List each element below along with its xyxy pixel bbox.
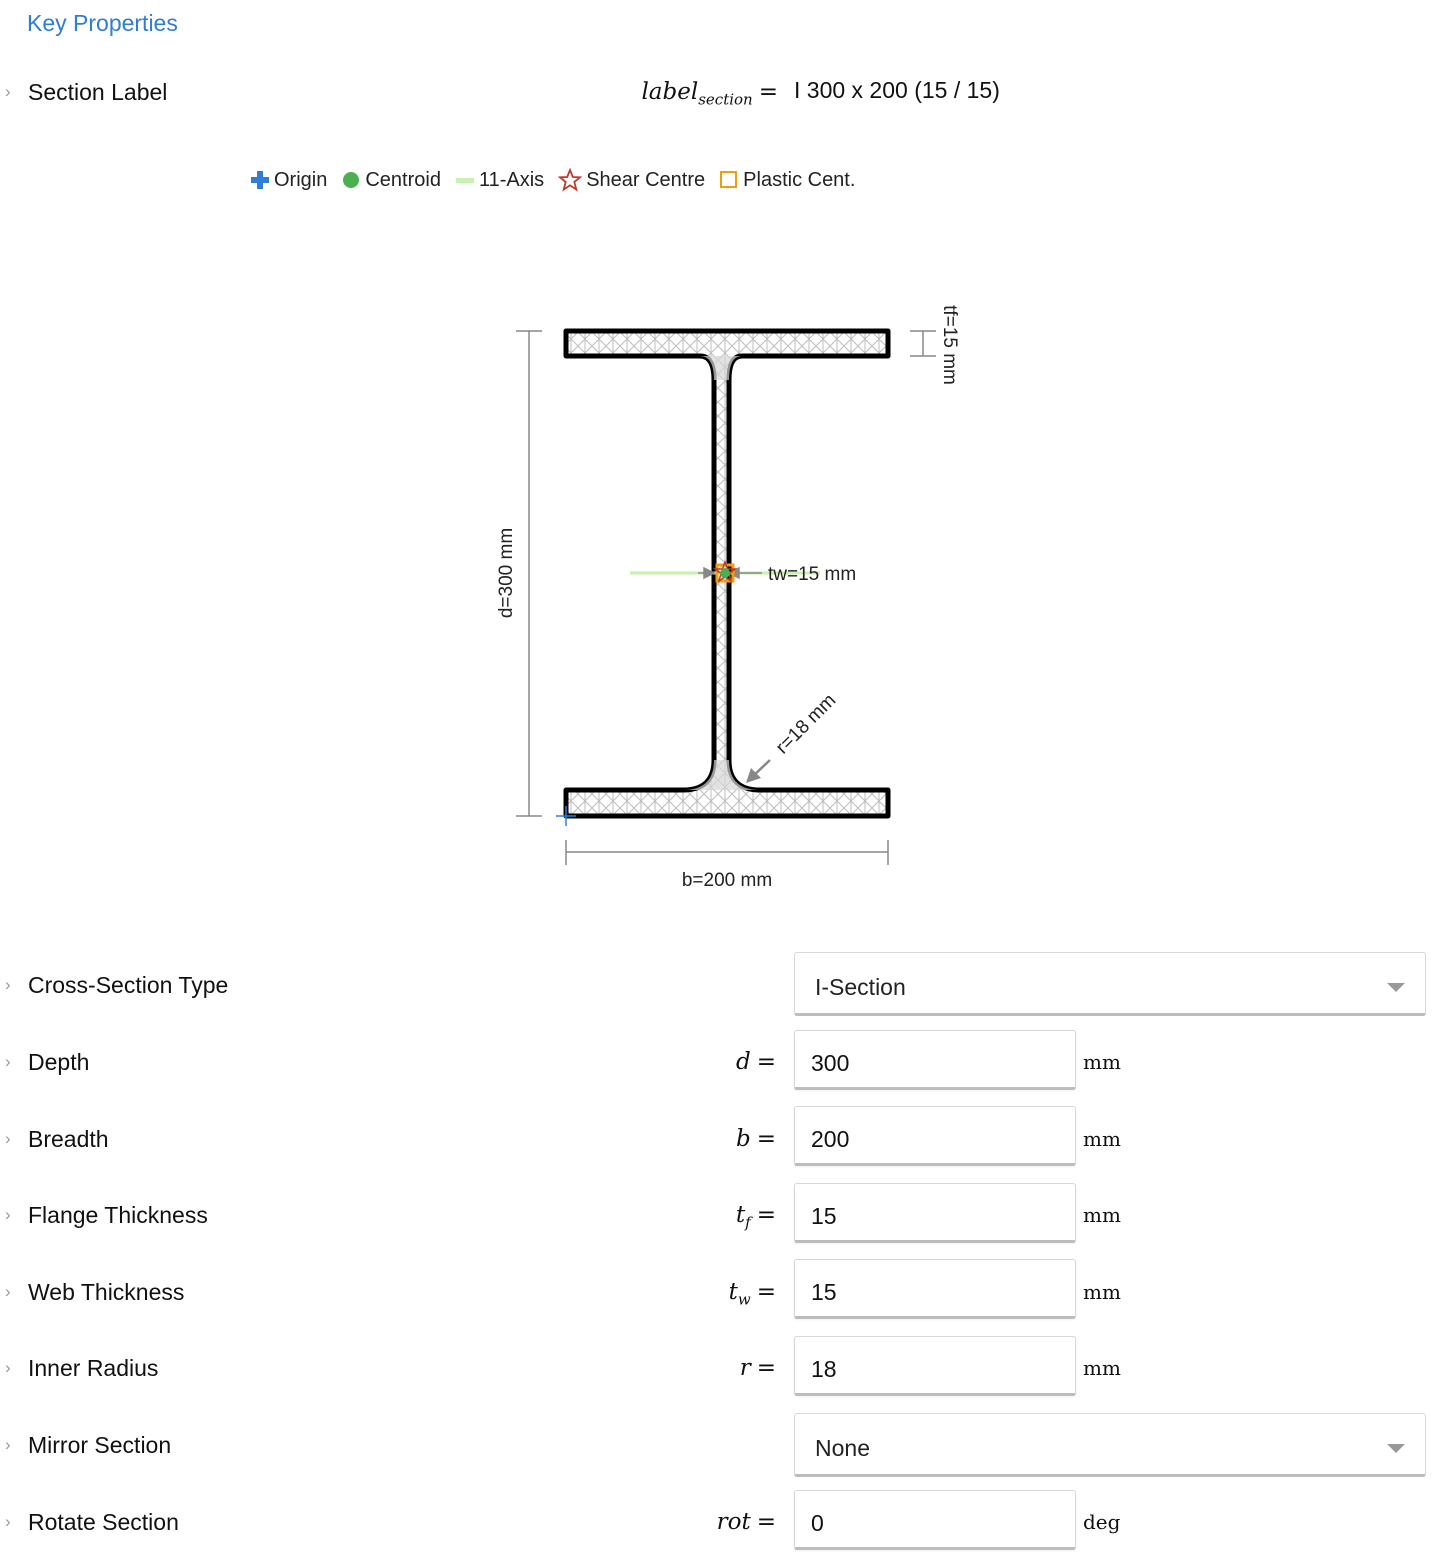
flange-thickness-label-text: Flange Thickness: [28, 1201, 208, 1228]
legend-plastic-centroid-label: Plastic Cent.: [743, 168, 856, 191]
breadth-row[interactable]: [0, 1124, 109, 1154]
flange-thickness-label: tf=15 mm: [939, 305, 960, 385]
breadth-label-text: Breadth: [28, 1125, 109, 1152]
mirror-section-row[interactable]: [0, 1430, 171, 1460]
web-thickness-symbol: $t_w$ =: [728, 1279, 776, 1309]
chevron-right-icon[interactable]: ›: [5, 975, 11, 994]
key-properties-heading[interactable]: Key Properties: [27, 10, 178, 36]
chevron-right-icon[interactable]: ›: [5, 1129, 11, 1148]
mirror-section-label-text: Mirror Section: [28, 1431, 172, 1458]
web-thickness-label-text: Web Thickness: [28, 1278, 185, 1305]
flange-thickness-row[interactable]: [0, 1200, 208, 1230]
chevron-right-icon[interactable]: ›: [5, 1512, 11, 1531]
chevron-right-icon[interactable]: ›: [5, 82, 11, 101]
diagram-legend: [250, 168, 869, 192]
web-thickness-row[interactable]: [0, 1277, 184, 1307]
rotate-section-unit: deg: [1083, 1510, 1121, 1534]
legend-shear-centre-label: Shear Centre: [586, 168, 706, 191]
rotate-section-label-text: Rotate Section: [28, 1508, 179, 1535]
depth-dimension: [516, 331, 542, 816]
mirror-section-value: None: [815, 1435, 870, 1461]
origin-icon: [250, 170, 270, 190]
legend-centroid-label: Centroid: [365, 168, 441, 191]
radius-label: r=18 mm: [771, 689, 841, 759]
i-section-diagram: [480, 290, 980, 900]
rotate-section-input[interactable]: 0: [794, 1490, 1076, 1550]
section-label-text: Section Label: [28, 78, 168, 105]
legend-origin[interactable]: [250, 169, 327, 192]
depth-label: d=300 mm: [496, 527, 517, 619]
rotate-section-row[interactable]: [0, 1507, 179, 1537]
section-label-value: I 300 x 200 (15 / 15): [794, 77, 1000, 103]
flange-dimension: [910, 331, 936, 356]
legend-axis-label: 11-Axis: [478, 168, 545, 191]
inner-radius-unit: mm: [1083, 1356, 1121, 1380]
flange-thickness-input[interactable]: 15: [794, 1183, 1076, 1243]
chevron-right-icon[interactable]: ›: [5, 1205, 11, 1224]
cross-section-type-select[interactable]: [794, 952, 1426, 1016]
legend-shear-centre[interactable]: [558, 168, 705, 192]
dropdown-caret-icon: [1387, 1444, 1405, 1453]
chevron-right-icon[interactable]: ›: [5, 1052, 11, 1071]
web-thickness-label: tw=15 mm: [768, 564, 857, 585]
section-label-row[interactable]: [0, 77, 167, 107]
legend-plastic-centroid[interactable]: [719, 169, 855, 192]
chevron-right-icon[interactable]: ›: [5, 1282, 11, 1301]
chevron-right-icon[interactable]: ›: [5, 1358, 11, 1377]
axis-line-icon: [455, 170, 475, 190]
centroid-marker: [720, 568, 730, 578]
legend-axis[interactable]: [455, 169, 544, 192]
square-icon: [719, 170, 739, 190]
star-icon: [558, 168, 582, 192]
breadth-input[interactable]: 200: [794, 1106, 1076, 1166]
section-label-symbol: label$_{section}$ =: [641, 79, 778, 109]
inner-radius-row[interactable]: [0, 1353, 158, 1383]
flange-thickness-unit: mm: [1083, 1203, 1121, 1227]
legend-origin-label: Origin: [274, 168, 328, 191]
inner-radius-label-text: Inner Radius: [28, 1354, 159, 1381]
depth-input[interactable]: 300: [794, 1030, 1076, 1090]
inner-radius-input[interactable]: 18: [794, 1336, 1076, 1396]
breadth-label: b=200 mm: [681, 870, 773, 891]
cross-section-type-row[interactable]: [0, 970, 228, 1000]
dropdown-caret-icon: [1387, 983, 1405, 992]
depth-label-text: Depth: [28, 1048, 90, 1075]
legend-centroid[interactable]: [341, 169, 441, 192]
web-thickness-input[interactable]: 15: [794, 1259, 1076, 1319]
breadth-dimension: [566, 840, 888, 865]
breadth-symbol: b =: [735, 1126, 776, 1152]
breadth-unit: mm: [1083, 1127, 1121, 1151]
flange-thickness-symbol: $t_f$ =: [735, 1202, 776, 1232]
centroid-icon: [341, 170, 361, 190]
depth-symbol: d =: [735, 1049, 776, 1075]
depth-row[interactable]: [0, 1047, 89, 1077]
cross-section-type-label: Cross-Section Type: [28, 971, 229, 998]
rotate-section-symbol: rot =: [716, 1509, 776, 1535]
cross-section-type-value: I-Section: [815, 974, 906, 1000]
inner-radius-symbol: r =: [739, 1355, 776, 1381]
depth-unit: mm: [1083, 1050, 1121, 1074]
mirror-section-select[interactable]: [794, 1413, 1426, 1477]
web-thickness-unit: mm: [1083, 1280, 1121, 1304]
chevron-right-icon[interactable]: ›: [5, 1435, 11, 1454]
